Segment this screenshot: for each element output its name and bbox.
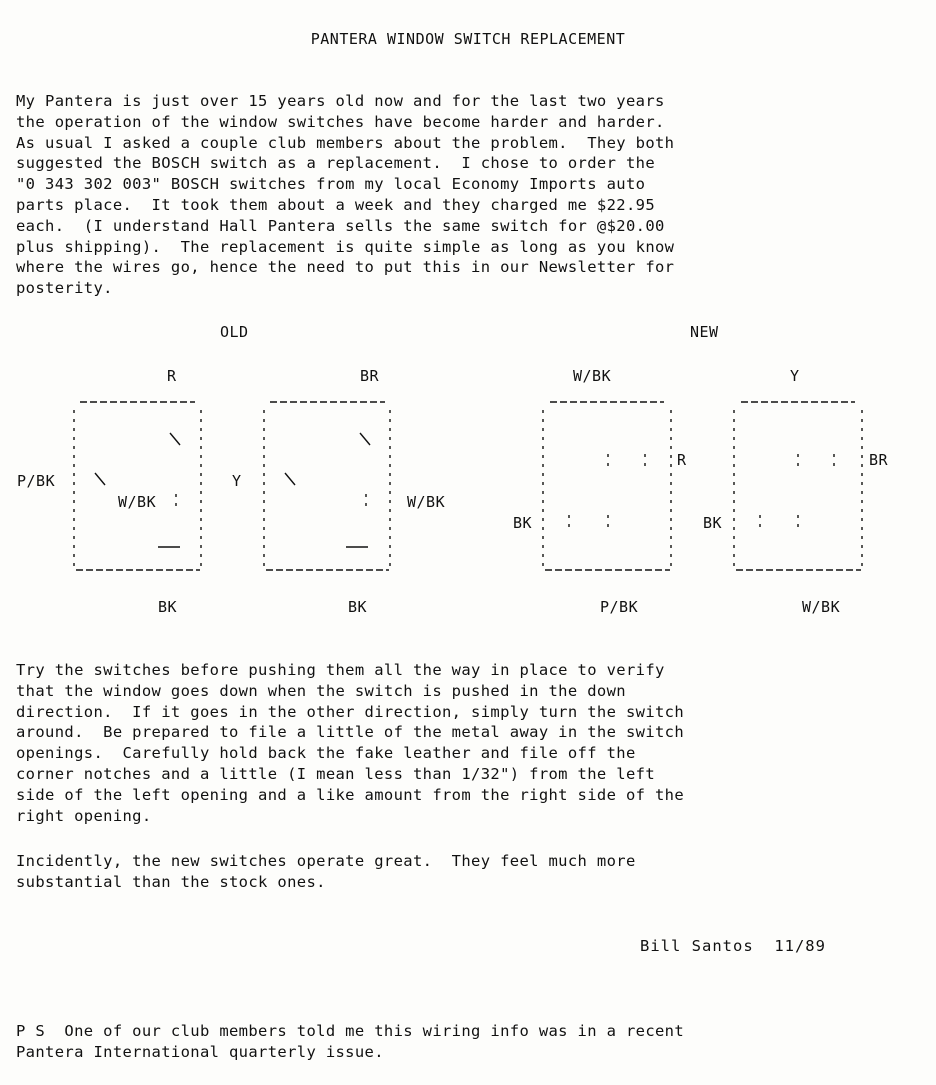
old-switch-2-outline (264, 402, 390, 570)
old-heading: OLD (220, 323, 249, 341)
old-switch-1-contacts (95, 433, 180, 547)
old-switch-2-top-label: BR (360, 367, 380, 385)
intro-paragraph: My Pantera is just over 15 years old now and for the last two years the operation of the window switches have become harder and harder. As usual I asked a couple club members about the problem. They both suggested the BOSCH switch as a replacement. I chose to order the "0 343 302 003" BOSCH switches from my local Economy Imports auto parts place. It took them about a week and they charged me $22.95 each. (I understand Hall Pantera sells the same switch for @$20.00 plus shipping). The replacement is quite simple as long as you know where the wires go, hence the need to put this in our Newsletter for posterity. (16, 92, 675, 298)
document-title: PANTERA WINDOW SWITCH REPLACEMENT (310, 30, 626, 48)
new-switch-2-top-label: Y (790, 367, 800, 385)
new-switch-2-contacts (760, 454, 834, 531)
new-switch-1-contacts (569, 454, 645, 531)
new-switch-1-bottom-label: P/BK (600, 598, 639, 616)
new-switch-2-right-label: BR (869, 451, 889, 469)
new-switch-2-outline (734, 402, 862, 570)
new-switch-2-bottom-label: W/BK (802, 598, 841, 616)
old-switch-2-bottom-label: BK (348, 598, 368, 616)
new-heading: NEW (690, 323, 719, 341)
instructions-paragraph: Try the switches before pushing them all the way in place to verify that the window goes down when the switch is pushed in the down direction. If it goes in the other direction, simply turn the switch around. Be prepared to file a little of the metal away in the switch openings. Carefully hold back the fake leather and file off the corner notches and a little (I mean less than 1/32") from the left side of the left opening and a like amount from the right side of the right opening. (16, 661, 685, 825)
new-switch-1-outline (543, 402, 671, 570)
old-switch-1-left-label: P/BK (17, 472, 56, 490)
old-switch-2-contacts (285, 433, 370, 547)
old-switch-2-right-label: W/BK (407, 493, 446, 511)
new-switch-1-right-label: R (677, 451, 687, 469)
postscript: P S One of our club members told me this wiring info was in a recent Pantera International quarterly issue. (16, 1022, 685, 1061)
new-switch-1-left-label: BK (513, 514, 533, 532)
closing-paragraph: Incidently, the new switches operate great. They feel much more substantial than the stock ones. (16, 852, 636, 891)
signature: Bill Santos 11/89 (640, 937, 826, 955)
old-switch-2-left-label: Y (232, 472, 242, 490)
new-switch-1-top-label: W/BK (573, 367, 612, 385)
old-switch-1-outline (74, 402, 201, 570)
new-switch-2-left-label: BK (703, 514, 723, 532)
old-switch-1-top-label: R (167, 367, 177, 385)
old-switch-1-inner-label: W/BK (118, 493, 157, 511)
old-switch-1-bottom-label: BK (158, 598, 178, 616)
